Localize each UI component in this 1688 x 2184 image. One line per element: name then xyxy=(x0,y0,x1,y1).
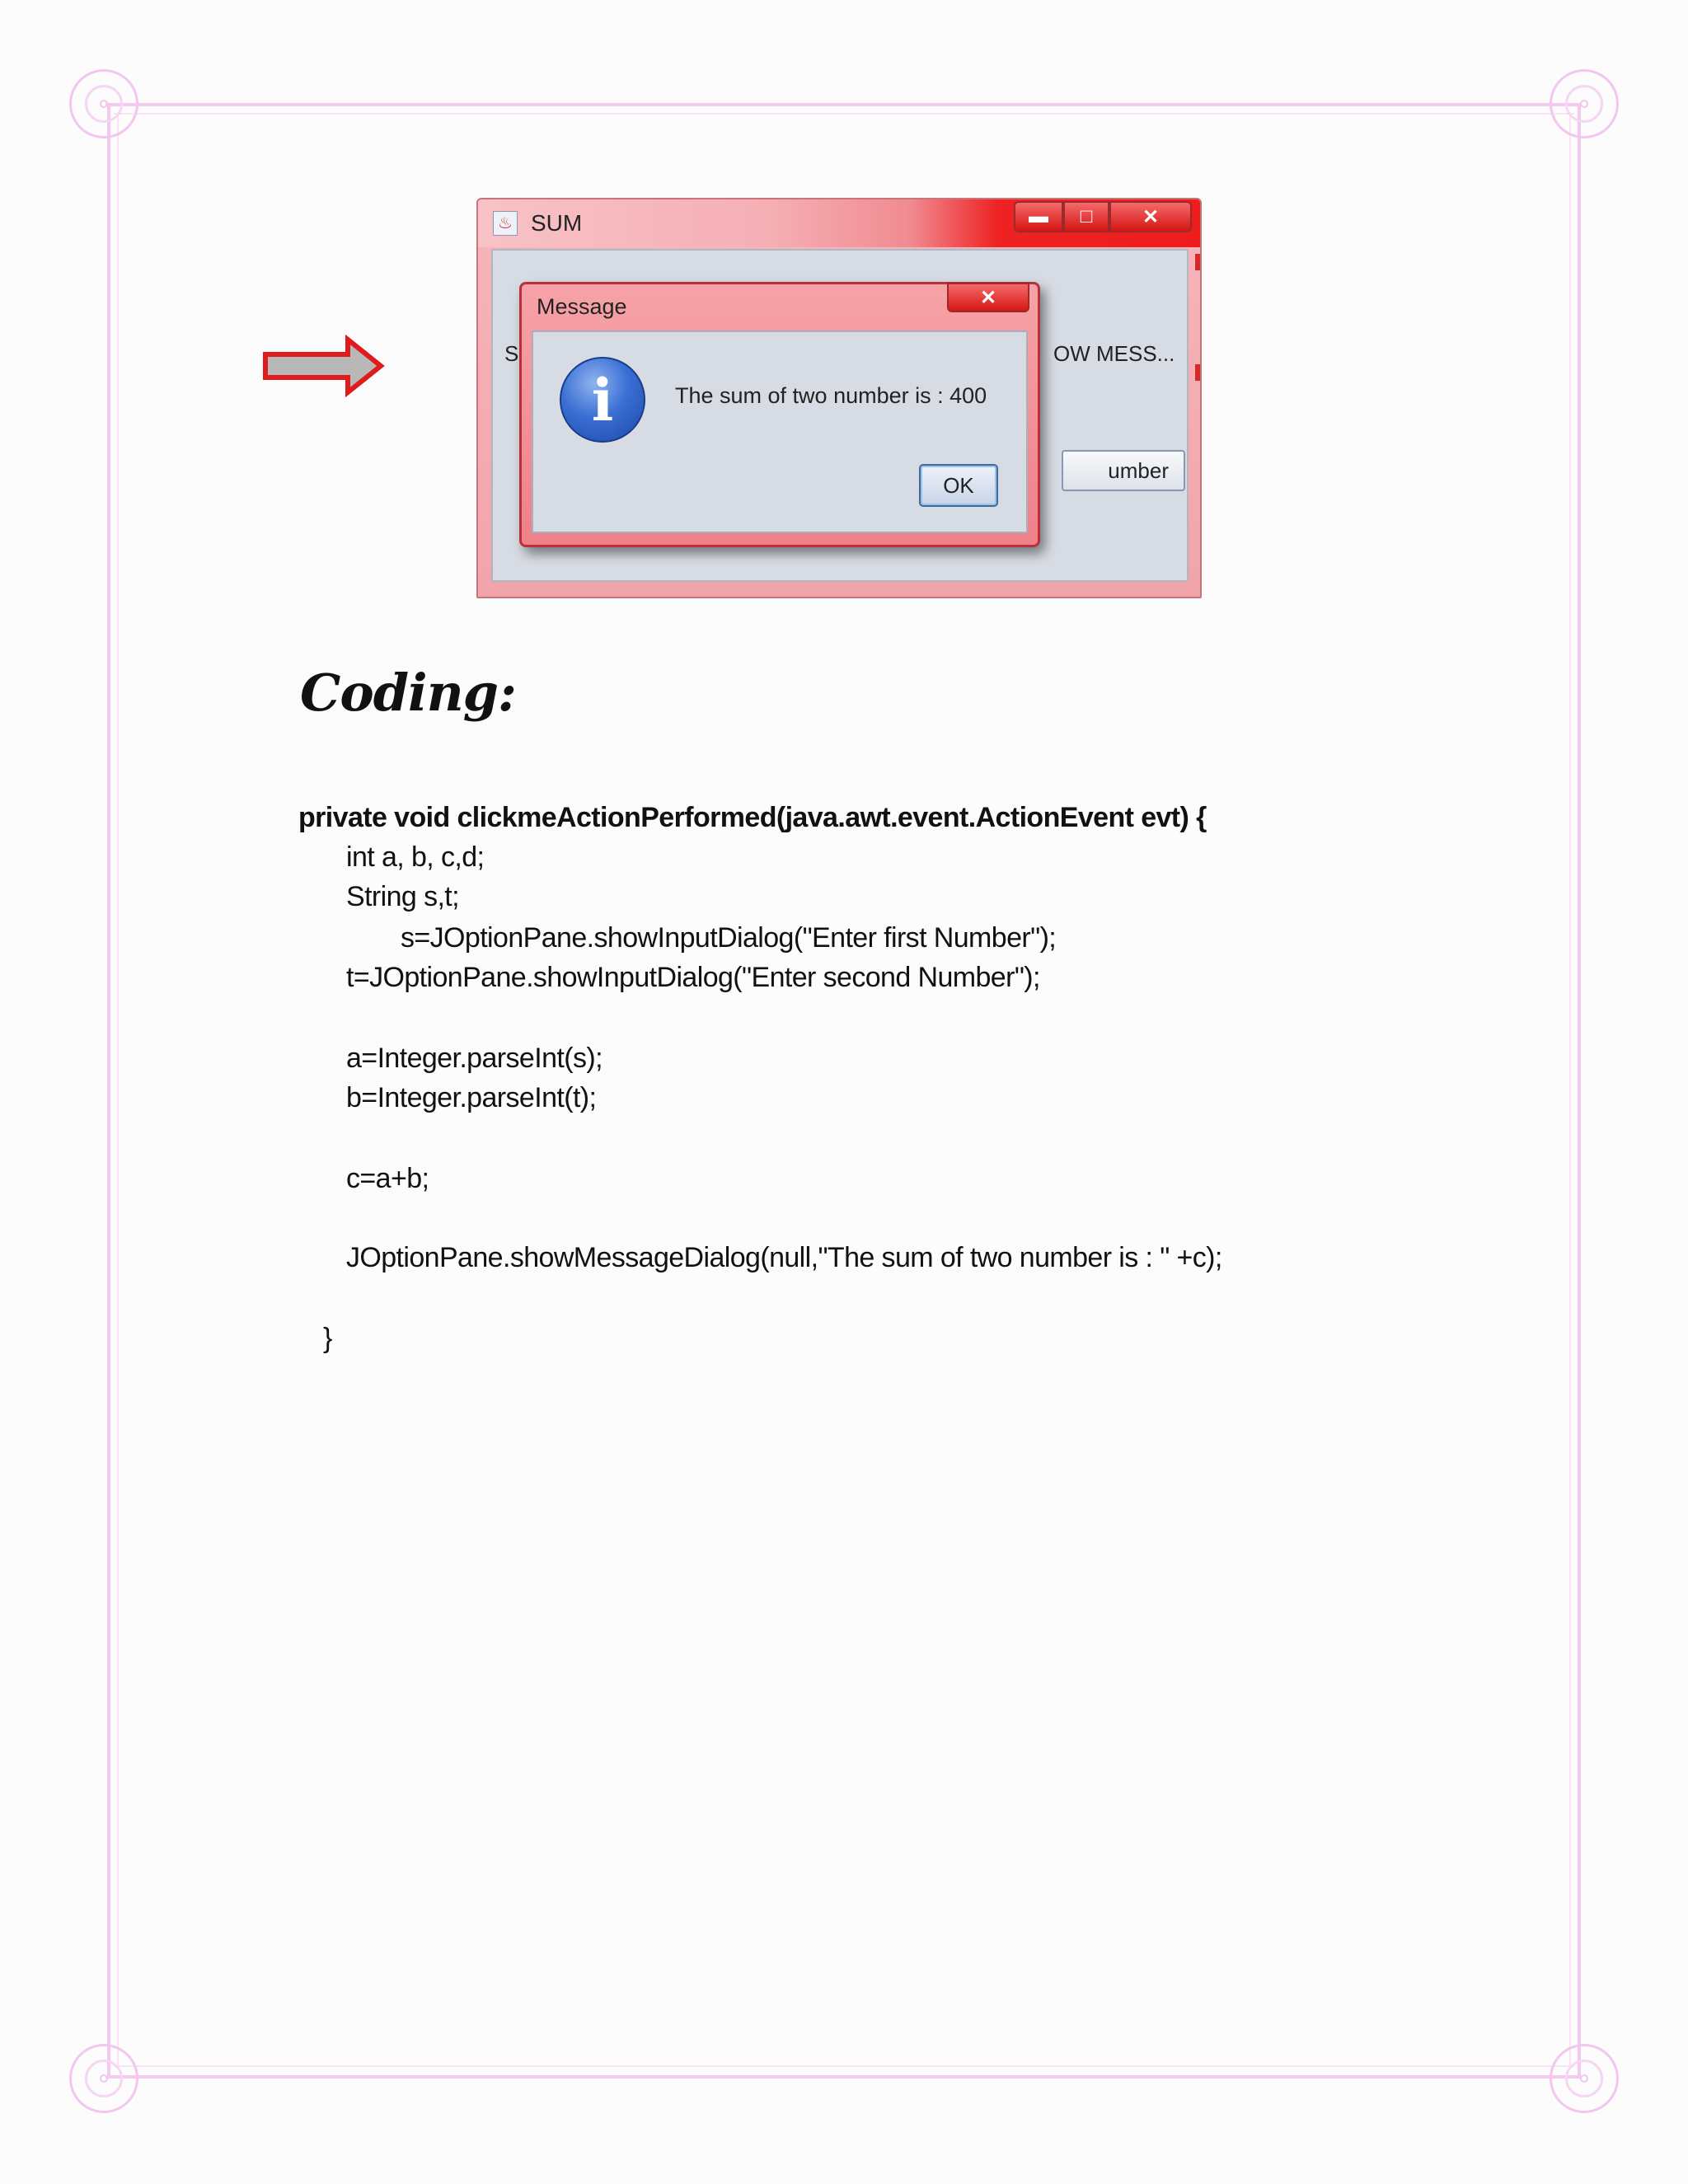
window-controls xyxy=(1014,201,1192,234)
corner-ornament-top-left xyxy=(69,69,138,138)
window-edge-mark xyxy=(1195,364,1200,381)
window-edge-mark xyxy=(1195,254,1200,270)
code-line: } xyxy=(323,1323,332,1354)
dialog-body xyxy=(532,330,1028,533)
page-border-inner-right xyxy=(1569,114,1571,2067)
code-line: c=a+b; xyxy=(346,1163,429,1194)
dialog-message: The sum of two number is : 400 xyxy=(675,383,987,408)
corner-ornament-top-right xyxy=(1550,69,1619,138)
window-titlebar xyxy=(478,199,1200,247)
code-line: b=Integer.parseInt(t); xyxy=(346,1082,597,1113)
page-border-inner-bottom xyxy=(114,2065,1574,2067)
background-label-left: S xyxy=(504,341,519,366)
code-line: a=Integer.parseInt(s); xyxy=(346,1043,603,1074)
page-border-inner-top xyxy=(114,113,1574,115)
window-title: SUM xyxy=(531,210,583,236)
dialog-close-button[interactable]: ✕ xyxy=(947,283,1029,312)
section-heading: Coding: xyxy=(300,663,516,723)
page-border-left xyxy=(107,105,110,2077)
dialog-titlebar xyxy=(522,284,1038,330)
page-border-top xyxy=(106,103,1581,106)
code-line: private void clickmeActionPerformed(java.awt.event.ActionEvent evt) { xyxy=(298,802,1207,833)
code-line: t=JOptionPane.showInputDialog("Enter second Number"); xyxy=(346,962,1040,993)
code-line: int a, b, c,d; xyxy=(346,841,485,873)
java-cup-icon: ♨ xyxy=(493,211,518,236)
ok-button[interactable]: OK xyxy=(919,464,998,507)
message-dialog xyxy=(519,282,1040,547)
corner-ornament-bottom-right xyxy=(1550,2044,1619,2113)
page-border-bottom xyxy=(106,2075,1581,2079)
page-border-inner-left xyxy=(117,114,119,2067)
dialog-title: Message xyxy=(537,294,627,319)
code-line: s=JOptionPane.showInputDialog("Enter first Number"); xyxy=(401,922,1057,954)
background-number-button[interactable]: umber xyxy=(1062,450,1185,491)
minimize-button[interactable]: ▬ xyxy=(1014,201,1063,232)
information-icon: i xyxy=(560,357,645,443)
page-border-right xyxy=(1578,105,1581,2077)
maximize-button[interactable]: □ xyxy=(1063,201,1109,232)
close-button[interactable]: ✕ xyxy=(1109,201,1192,232)
corner-ornament-bottom-left xyxy=(69,2044,138,2113)
code-line: JOptionPane.showMessageDialog(null,"The sum of two number is : " +c); xyxy=(346,1242,1222,1273)
code-line: String s,t; xyxy=(346,881,460,912)
right-arrow-icon xyxy=(262,335,386,397)
background-label-right: OW MESS... xyxy=(1053,341,1175,366)
